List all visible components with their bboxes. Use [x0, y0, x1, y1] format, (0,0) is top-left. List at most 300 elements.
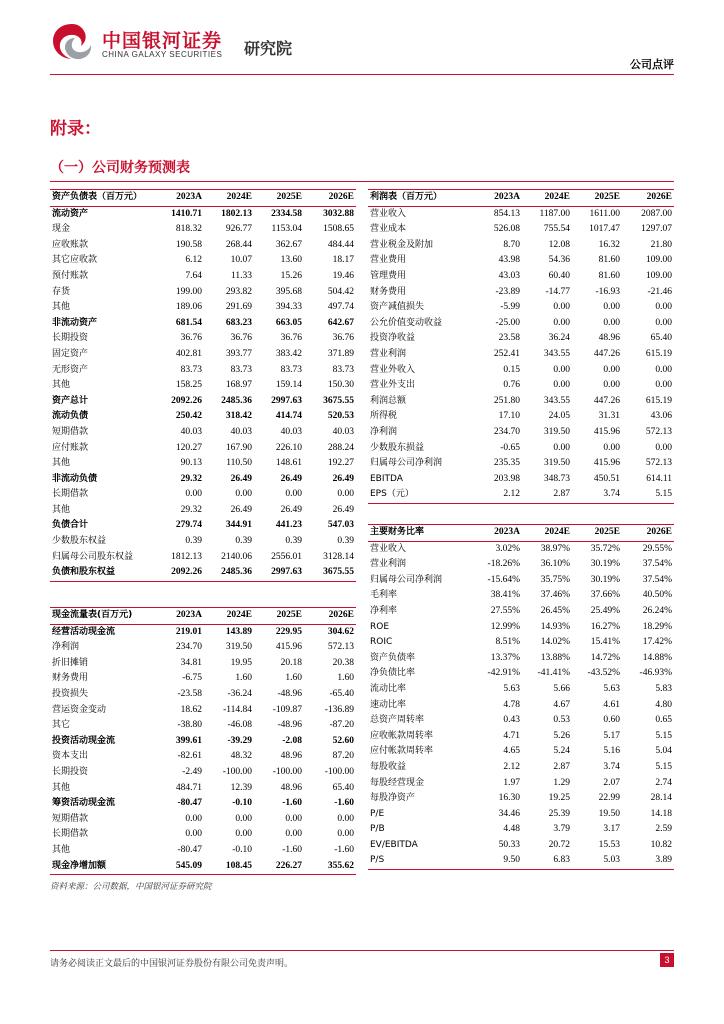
row-label: 公允价值变动收益 — [370, 317, 443, 328]
cell-value: 83.73 — [180, 364, 202, 375]
table-row — [50, 843, 356, 859]
cell-value: 14.18 — [650, 808, 672, 819]
cell-value: 38.41% — [490, 590, 520, 601]
cell-value: 5.63 — [603, 683, 620, 694]
cell-value: 54.36 — [548, 255, 570, 266]
cell-value: 13.37% — [490, 652, 520, 663]
year-header: 2023A — [154, 608, 204, 625]
row-label: 非流动负债 — [52, 473, 98, 484]
cell-value: 0.00 — [185, 829, 202, 840]
cell-value: 415.96 — [275, 642, 302, 653]
cell-value: 615.19 — [645, 348, 672, 359]
table-row — [368, 791, 674, 807]
cell-value: 14.88% — [642, 652, 672, 663]
cell-value: 20.72 — [548, 839, 570, 850]
cell-value: -46.93% — [639, 668, 672, 679]
cell-value: 1508.65 — [323, 224, 354, 235]
table-row — [368, 744, 674, 760]
cell-value: 2334.58 — [271, 208, 302, 219]
cell-value: 344.91 — [225, 520, 252, 531]
cell-value: 504.42 — [327, 286, 354, 297]
cell-value: 14.72% — [590, 652, 620, 663]
cell-value: 40.03 — [230, 426, 252, 437]
cell-value: 5.66 — [553, 683, 570, 694]
cell-value: 2997.63 — [271, 395, 302, 406]
cell-value: -5.99 — [500, 302, 520, 313]
cell-value: 399.61 — [175, 735, 202, 746]
row-label: 营业成本 — [370, 224, 407, 235]
cell-value: 167.90 — [225, 442, 252, 453]
row-label: 其他 — [52, 302, 71, 313]
cash-flow-body — [50, 624, 356, 875]
year-header: 2023A — [154, 190, 204, 207]
footer-divider — [50, 950, 674, 951]
cell-value: 0.00 — [655, 442, 672, 453]
cell-value: 5.63 — [503, 683, 520, 694]
table-row — [368, 760, 674, 776]
cell-value: 1802.13 — [221, 208, 252, 219]
row-label: ROIC — [370, 637, 393, 648]
year-header: 2023A — [472, 525, 522, 542]
cell-value: 48.32 — [230, 751, 252, 762]
row-label: 预付账款 — [52, 270, 89, 281]
row-label: 短期借款 — [52, 813, 89, 824]
table-row — [50, 316, 356, 332]
cell-value: 291.69 — [225, 302, 252, 313]
cell-value: -2.08 — [282, 735, 302, 746]
cell-value: 24.05 — [548, 411, 570, 422]
cell-value: 17.42% — [642, 637, 672, 648]
year-header: 2026E — [622, 190, 674, 207]
cell-value: 150.30 — [327, 380, 354, 391]
cell-value: 35.75% — [540, 574, 570, 585]
cell-value: 0.00 — [185, 813, 202, 824]
cell-value: 2140.06 — [221, 551, 252, 562]
cell-value: 3675.55 — [323, 395, 354, 406]
cell-value: 36.76 — [230, 333, 252, 344]
table-row — [368, 776, 674, 792]
cell-value: 5.16 — [603, 746, 620, 757]
cell-value: 143.89 — [225, 626, 252, 637]
year-header: 2024E — [522, 525, 572, 542]
cell-value: 25.39 — [548, 808, 570, 819]
cell-value: 0.53 — [553, 715, 570, 726]
institute-label: 研究院 — [244, 39, 293, 58]
row-label: 营业收入 — [370, 208, 407, 219]
income-statement-body — [368, 206, 674, 503]
row-label: 固定资产 — [52, 348, 89, 359]
cell-value: 26.49 — [280, 473, 302, 484]
row-label: 长期投资 — [52, 333, 89, 344]
cell-value: 19.46 — [332, 270, 354, 281]
cell-value: 83.73 — [280, 364, 302, 375]
cell-value: 20.38 — [332, 657, 354, 668]
cell-value: 1.29 — [553, 777, 570, 788]
table-row — [50, 409, 356, 425]
year-header: 2024E — [522, 190, 572, 207]
cell-value: 109.00 — [645, 255, 672, 266]
cell-value: 0.39 — [185, 536, 202, 547]
income-statement-table — [368, 189, 674, 504]
section-divider — [50, 181, 674, 182]
cell-value: 23.58 — [498, 333, 520, 344]
cell-value: 35.72% — [590, 543, 620, 554]
row-label: P/S — [368, 853, 472, 869]
table-row — [50, 253, 356, 269]
row-label: 资本支出 — [52, 751, 89, 762]
cell-value: 37.66% — [590, 590, 620, 601]
cell-value: -100.00 — [324, 766, 354, 777]
cell-value: 110.50 — [226, 458, 252, 469]
cell-value: 37.46% — [540, 590, 570, 601]
cell-value: 14.02% — [540, 637, 570, 648]
cell-value: 663.05 — [275, 317, 302, 328]
table-row — [368, 557, 674, 573]
cell-value: 484.71 — [175, 782, 202, 793]
row-label: 归属母公司股东权益 — [52, 551, 134, 562]
cell-value: -42.91% — [487, 668, 520, 679]
row-label: 筹资活动现金流 — [52, 798, 116, 809]
year-header: 2026E — [622, 525, 674, 542]
cell-value: 19.50 — [598, 808, 620, 819]
cell-value: 12.99% — [490, 621, 520, 632]
cell-value: 36.76 — [332, 333, 354, 344]
cell-value: 168.97 — [225, 380, 252, 391]
row-label: 无形资产 — [52, 364, 89, 375]
cell-value: 226.27 — [254, 859, 304, 875]
cell-value: -114.84 — [223, 704, 252, 715]
cell-value: -0.10 — [232, 798, 252, 809]
cell-value: 148.61 — [275, 458, 302, 469]
cell-value: 18.17 — [332, 255, 354, 266]
cell-value: 683.23 — [225, 317, 252, 328]
cell-value: 268.44 — [225, 239, 252, 250]
year-header: 2026E — [304, 190, 356, 207]
row-label: 少数股东权益 — [52, 536, 107, 547]
cell-value: 17.10 — [498, 411, 520, 422]
cell-value: -41.41% — [537, 668, 570, 679]
cell-value: 219.01 — [175, 626, 202, 637]
cell-value: 31.31 — [598, 411, 620, 422]
table-row — [50, 565, 356, 581]
table-row — [50, 718, 356, 734]
cell-value: 26.49 — [332, 473, 354, 484]
cell-value: 0.39 — [285, 536, 302, 547]
row-label: 少数股东损益 — [370, 442, 425, 453]
table-row — [368, 713, 674, 729]
cell-value: -1.60 — [334, 798, 354, 809]
cell-value: 355.62 — [304, 859, 356, 875]
table-row — [368, 441, 674, 457]
cell-value: 16.32 — [598, 239, 620, 250]
cell-value: -136.89 — [324, 704, 354, 715]
cash-flow-table — [50, 607, 356, 875]
cell-value: 2.12 — [503, 761, 520, 772]
cell-value: 293.82 — [225, 286, 252, 297]
cell-value: 0.00 — [553, 380, 570, 391]
footer-disclaimer: 请务必阅读正文最后的中国银河证券股份有限公司免责声明。 — [50, 959, 294, 969]
row-label: 总资产周转率 — [370, 715, 425, 726]
year-header: 2024E — [204, 190, 254, 207]
cell-value: 3032.88 — [323, 208, 354, 219]
cell-value: 3.17 — [603, 824, 620, 835]
table-row — [368, 838, 674, 854]
cell-value: 36.76 — [180, 333, 202, 344]
cell-value: 319.50 — [543, 458, 570, 469]
cell-value: 0.00 — [285, 813, 302, 824]
row-label: 速动比率 — [370, 699, 407, 710]
cell-value: 1.97 — [503, 777, 520, 788]
table-row — [50, 441, 356, 457]
cell-value: -18.26% — [487, 559, 520, 570]
table-row — [50, 827, 356, 843]
cell-value: 572.13 — [645, 458, 672, 469]
table-row — [368, 822, 674, 838]
cell-value: -48.96 — [277, 688, 302, 699]
table-row — [50, 238, 356, 254]
table-row — [50, 534, 356, 550]
cell-value: 348.73 — [543, 473, 570, 484]
table-row — [50, 300, 356, 316]
cell-value: 8.51% — [495, 637, 520, 648]
row-label: 利润总额 — [370, 395, 407, 406]
table-row — [368, 472, 674, 488]
row-label: 其它 — [52, 720, 71, 731]
row-label: 流动负债 — [52, 411, 89, 422]
row-label: 管理费用 — [370, 270, 407, 281]
cell-value: 383.42 — [275, 348, 302, 359]
cell-value: 362.67 — [275, 239, 302, 250]
cell-value: 0.00 — [553, 317, 570, 328]
table-row — [368, 206, 674, 222]
table-row — [50, 472, 356, 488]
table-row — [50, 812, 356, 828]
cell-value: 545.09 — [154, 859, 204, 875]
cell-value: 441.23 — [275, 520, 302, 531]
cell-value: 38.97% — [540, 543, 570, 554]
row-label: 财务费用 — [52, 673, 89, 684]
cell-value: 65.40 — [332, 782, 354, 793]
cell-value: 43.98 — [498, 255, 520, 266]
ratios-table — [368, 524, 674, 870]
cell-value: 755.54 — [543, 224, 570, 235]
cell-value: 26.45% — [540, 605, 570, 616]
cell-value: -87.20 — [329, 720, 354, 731]
cell-value: -21.46 — [647, 286, 672, 297]
cell-value: 83.73 — [230, 364, 252, 375]
cell-value: 48.96 — [280, 751, 302, 762]
year-header: 2025E — [254, 608, 304, 625]
cell-value: 203.98 — [493, 473, 520, 484]
cell-value: 15.26 — [280, 270, 302, 281]
cell-value: 13.60 — [280, 255, 302, 266]
cell-value: 4.65 — [503, 746, 520, 757]
row-label: 长期借款 — [52, 829, 89, 840]
cell-value: 159.14 — [275, 380, 302, 391]
cell-value: 2.87 — [522, 487, 572, 503]
cell-value: 1812.13 — [171, 551, 202, 562]
cell-value: 20.18 — [280, 657, 302, 668]
cell-value: 371.89 — [327, 348, 354, 359]
cell-value: 526.08 — [493, 224, 520, 235]
cell-value: 37.54% — [642, 559, 672, 570]
cell-value: 0.60 — [603, 715, 620, 726]
row-label: 所得税 — [370, 411, 398, 422]
row-label: 营业外收入 — [370, 364, 416, 375]
company-name-cn: 中国银河证券 — [102, 30, 223, 52]
cell-value: 18.62 — [180, 704, 202, 715]
table-row — [368, 409, 674, 425]
cell-value: 15.41% — [590, 637, 620, 648]
table-row — [368, 620, 674, 636]
cell-value: 2.59 — [655, 824, 672, 835]
cell-value: 1611.00 — [589, 208, 620, 219]
year-header: 2023A — [472, 190, 522, 207]
cell-value: 252.41 — [493, 348, 520, 359]
cell-value: 0.00 — [553, 364, 570, 375]
table-row — [368, 269, 674, 285]
cell-value: 16.27% — [590, 621, 620, 632]
table-row — [50, 734, 356, 750]
cell-value: 5.17 — [603, 730, 620, 741]
cell-value: 1.60 — [285, 673, 302, 684]
table-row — [368, 651, 674, 667]
cell-value: 10.07 — [230, 255, 252, 266]
cell-value: 0.00 — [603, 317, 620, 328]
cell-value: 5.15 — [655, 730, 672, 741]
row-label: 归属母公司净利润 — [370, 574, 443, 585]
cell-value: 0.00 — [185, 489, 202, 500]
row-label: 净利润 — [370, 426, 398, 437]
table-row — [368, 666, 674, 682]
table-row — [368, 285, 674, 301]
cell-value: 250.42 — [175, 411, 202, 422]
table-row — [50, 285, 356, 301]
cell-value: 0.00 — [553, 302, 570, 313]
cell-value: 4.48 — [503, 824, 520, 835]
cell-value: -2.49 — [182, 766, 202, 777]
table-row — [50, 206, 356, 222]
cell-value: 0.43 — [503, 715, 520, 726]
row-label: 存货 — [52, 286, 71, 297]
ratios-body — [368, 541, 674, 869]
cell-value: 4.80 — [655, 699, 672, 710]
row-label: 营业利润 — [370, 348, 407, 359]
row-label: 应付帐款周转率 — [370, 746, 434, 757]
cell-value: 402.81 — [175, 348, 202, 359]
cell-value: -0.65 — [500, 442, 520, 453]
cell-value: 5.24 — [553, 746, 570, 757]
cell-value: 484.44 — [327, 239, 354, 250]
row-label: EV/EBITDA — [370, 839, 418, 850]
cell-value: 36.76 — [280, 333, 302, 344]
cell-value: 52.60 — [332, 735, 354, 746]
cell-value: 2092.26 — [171, 395, 202, 406]
row-label: 净利润 — [52, 642, 80, 653]
cell-value: 28.14 — [650, 793, 672, 804]
cell-value: 288.24 — [327, 442, 354, 453]
cell-value: 26.49 — [230, 504, 252, 515]
table-row — [368, 682, 674, 698]
cell-value: 393.77 — [225, 348, 252, 359]
table-row — [50, 656, 356, 672]
row-label: 其他 — [52, 782, 71, 793]
row-label: 每股经营现金 — [370, 777, 425, 788]
appendix-title: 附录： — [50, 119, 101, 139]
source-note: 资料来源：公司数据，中国银河证券研究院 — [50, 882, 212, 892]
table-row — [368, 698, 674, 714]
table-row — [50, 456, 356, 472]
row-label: 其他 — [52, 458, 71, 469]
cell-value: 87.20 — [332, 751, 354, 762]
cell-value: 1187.00 — [539, 208, 570, 219]
cell-value: 5.04 — [655, 746, 672, 757]
table-row — [50, 378, 356, 394]
cell-value: 1410.71 — [171, 208, 202, 219]
cell-value: 3.89 — [622, 853, 674, 869]
cell-value: 0.00 — [655, 317, 672, 328]
row-label: EBITDA — [370, 473, 403, 484]
cell-value: -14.77 — [545, 286, 570, 297]
table-row — [368, 729, 674, 745]
cell-value: 43.03 — [498, 270, 520, 281]
cell-value: 1.60 — [337, 673, 354, 684]
cell-value: 279.74 — [175, 520, 202, 531]
cell-value: 19.95 — [230, 657, 252, 668]
cell-value: -43.52% — [587, 668, 620, 679]
year-header: 2024E — [204, 608, 254, 625]
cell-value: 2.07 — [603, 777, 620, 788]
cell-value: 108.45 — [204, 859, 254, 875]
row-label: 营业税金及附加 — [370, 239, 434, 250]
cell-value: 4.78 — [503, 699, 520, 710]
cell-value: -1.60 — [282, 798, 302, 809]
cell-value: 8.70 — [503, 239, 520, 250]
table-row — [368, 378, 674, 394]
cell-value: -6.75 — [182, 673, 202, 684]
table-row — [50, 550, 356, 566]
cell-value: 395.68 — [275, 286, 302, 297]
row-label: 长期投资 — [52, 766, 89, 777]
cash-flow-title: 现金流量表(百万元) — [50, 608, 154, 625]
row-label: P/B — [370, 824, 385, 835]
cell-value: 40.03 — [280, 426, 302, 437]
cell-value: 16.30 — [498, 793, 520, 804]
table-row — [368, 853, 674, 869]
row-label: 应收账款 — [52, 239, 89, 250]
balance-sheet-table — [50, 189, 356, 582]
cell-value: 229.95 — [275, 626, 302, 637]
cell-value: -16.93 — [595, 286, 620, 297]
cell-value: 2556.01 — [271, 551, 302, 562]
table-row — [50, 640, 356, 656]
cell-value: 1153.04 — [271, 224, 302, 235]
year-header: 2025E — [254, 190, 304, 207]
row-label: 折旧摊销 — [52, 657, 89, 668]
row-label: 其它应收款 — [52, 255, 98, 266]
table-row — [368, 807, 674, 823]
cell-value: 0.00 — [235, 813, 252, 824]
cell-value: 90.13 — [180, 458, 202, 469]
cell-value: 2485.36 — [221, 395, 252, 406]
cell-value: 0.00 — [235, 829, 252, 840]
cell-value: 29.32 — [180, 504, 202, 515]
table-row — [50, 703, 356, 719]
cell-value: 0.00 — [603, 380, 620, 391]
cell-value: 4.61 — [603, 699, 620, 710]
income-statement-title: 利润表（百万元） — [368, 190, 472, 207]
table-row — [50, 765, 356, 781]
